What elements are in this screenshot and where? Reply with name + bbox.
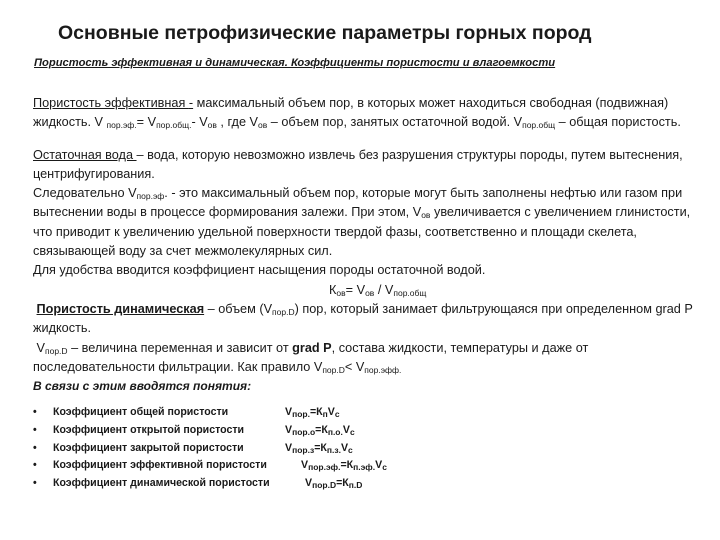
subscript: пор.общ.	[156, 120, 192, 131]
text: V	[340, 441, 349, 454]
text: V	[285, 406, 293, 419]
subscript: пор.з	[292, 444, 315, 455]
text: =К	[309, 406, 323, 419]
coef-label: Коэффициент закрытой пористости	[53, 441, 244, 454]
text: = V	[136, 115, 157, 130]
subscript: п.эф.	[353, 462, 376, 473]
text: = V	[345, 282, 366, 297]
text: V	[285, 441, 293, 454]
paragraph-variable	[33, 339, 703, 378]
paragraph-residual-water	[33, 146, 703, 185]
subscript: пор.эф.	[308, 462, 341, 473]
paragraph-effective-porosity	[33, 94, 703, 133]
text: V	[327, 406, 335, 419]
paragraph-consequently	[33, 184, 703, 261]
bullet-icon: •	[33, 459, 37, 472]
grad-p: grad P	[292, 340, 332, 355]
subscript: с	[349, 427, 355, 438]
list-item	[33, 475, 703, 493]
subscript: пор.	[292, 409, 310, 420]
text: – общая пористость.	[555, 115, 681, 130]
subscript: с	[348, 444, 353, 455]
subscript: ов	[336, 287, 346, 298]
text: / V	[374, 282, 394, 297]
concepts-intro: В связи с этим вводятся понятия:	[33, 379, 252, 394]
subscript: п	[322, 409, 328, 420]
page-title: Основные петрофизические параметры горных пород	[58, 22, 592, 44]
term-dynamic-porosity: Пористость динамическая	[36, 301, 205, 316]
formula-kov	[33, 281, 703, 300]
text: – объем пор, занятых остаточной водой. V	[267, 115, 523, 130]
text: максимальный объем пор, в которых может находиться свободная (подвижная) жидкость. V	[33, 96, 669, 130]
bullet-icon: •	[33, 406, 37, 419]
term-effective-porosity: Пористость эффективная	[33, 96, 189, 110]
subscript: ов	[421, 210, 431, 221]
coef-label: Коэффициент общей пористости	[53, 406, 229, 419]
subscript: пор.общ	[393, 287, 427, 298]
coefficient-list	[33, 404, 703, 492]
text: V	[305, 476, 313, 489]
subscript: п.о.	[327, 427, 343, 438]
list-item	[33, 422, 703, 440]
text: увеличивается с увеличением глинистости, что приводит к увеличению удельной поверхности твердой фазы, соответственно и площади скелета, связывающей воду за счет межмолекулярных сил.	[33, 205, 691, 259]
list-item	[33, 440, 703, 458]
paragraph-saturation: Для удобства вводится коэффициент насыщения породы остаточной водой.	[33, 263, 486, 278]
text: - V	[191, 115, 208, 130]
text: – вода, которую невозможно извлечь без разрушения структуры породы, путем вытеснения, центрифугирования.	[33, 147, 683, 181]
text: =К	[314, 441, 327, 454]
subscript: пор.D	[322, 364, 345, 375]
coef-label: Коэффициент динамической пористости	[53, 476, 270, 489]
subscript: пор.общ	[522, 120, 556, 131]
text: < V	[344, 359, 365, 374]
subscript: ов	[258, 120, 268, 131]
text: V	[36, 340, 45, 355]
text: К	[329, 282, 337, 297]
text: V	[375, 459, 383, 472]
text: V	[301, 459, 309, 472]
text: =К	[340, 459, 354, 472]
subscript: п.з.	[326, 444, 341, 455]
text: – объем (V	[204, 301, 273, 316]
page-subtitle: Пористость эффективная и динамическая. Коэффициенты пористости и влагоемкости	[34, 57, 556, 69]
text: – величина переменная и зависит от	[67, 340, 293, 355]
text: V	[342, 424, 350, 437]
list-item	[33, 404, 703, 422]
list-item	[33, 457, 703, 475]
subscript: пор.D	[312, 479, 337, 490]
term-dash: -	[188, 96, 194, 110]
subscript: пор.о	[292, 427, 316, 438]
term-residual-water: Остаточная вода	[33, 147, 137, 162]
bullet-icon: •	[33, 424, 37, 437]
text: =К	[336, 476, 349, 489]
subscript: ов	[365, 287, 375, 298]
text: V	[285, 424, 293, 437]
coef-label: Коэффициент эффективной пористости	[53, 459, 267, 472]
subscript: п.D	[348, 479, 363, 490]
bullet-icon: •	[33, 441, 37, 454]
text: ) пор, который занимает фильтрующаяся при определенном grad P жидкость.	[33, 301, 693, 336]
text: , состава жидкости, температуры и даже от последовательности фильтрации. Как правило V	[33, 340, 589, 374]
subscript: пор.эфф.	[364, 364, 402, 375]
text: . - это максимальный объем пор, которые могут быть заполнены нефтью или газом при вытеснении воды в процессе формирования залежи. При этом, V	[33, 186, 683, 220]
subscript: пор.D	[272, 306, 295, 317]
subscript: с	[382, 462, 387, 473]
subscript: с	[334, 409, 340, 420]
subscript: пор.эф	[136, 191, 165, 202]
document-body	[33, 94, 703, 492]
text: , где V	[216, 115, 258, 130]
text: =К	[315, 424, 328, 437]
subscript: ов	[207, 120, 217, 131]
text: Следовательно V	[33, 186, 137, 201]
bullet-icon: •	[33, 476, 37, 489]
subscript: пор.D	[45, 345, 68, 356]
coef-label: Коэффициент открытой пористости	[53, 424, 245, 437]
paragraph-dynamic-porosity	[33, 300, 703, 339]
subscript: пор.эф.	[106, 120, 137, 131]
